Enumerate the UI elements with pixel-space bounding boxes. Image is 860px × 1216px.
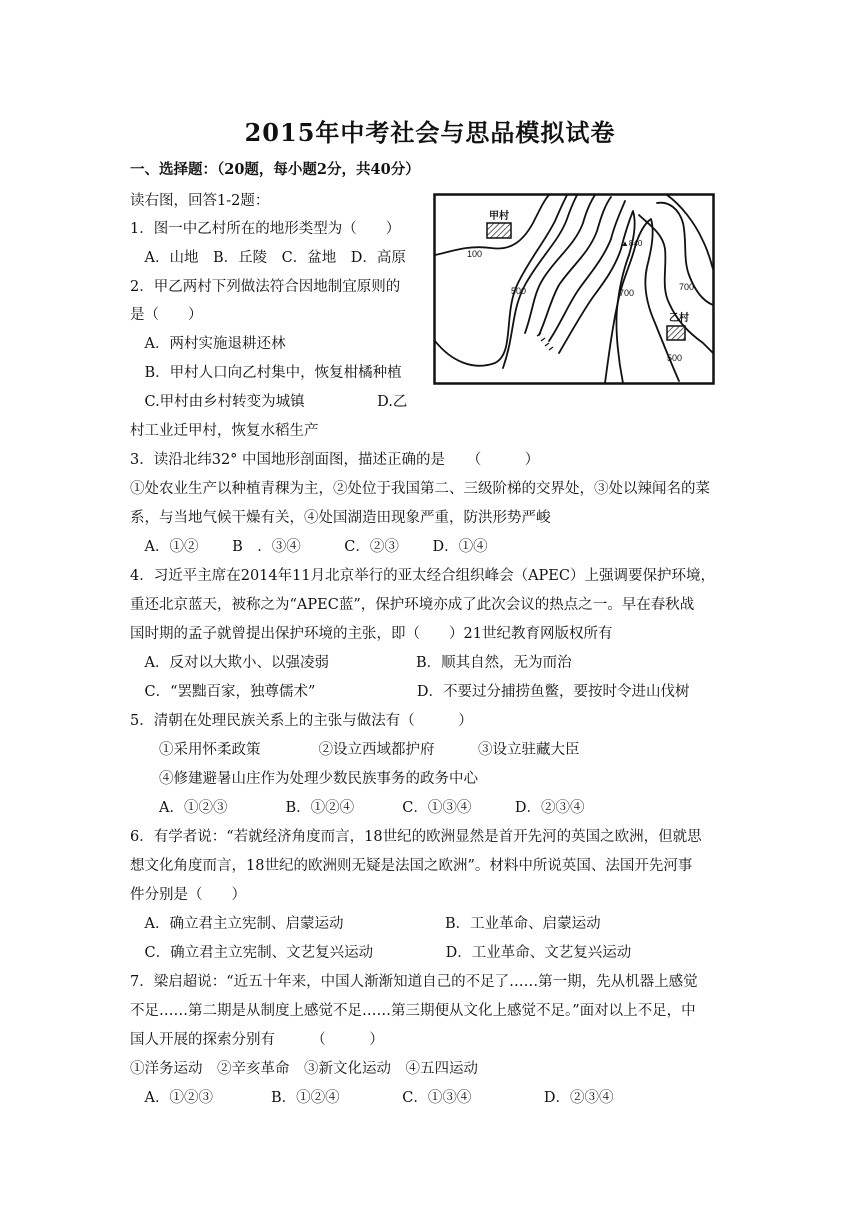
text-line: 想文化角度而言，18世纪的欧洲则无疑是法国之欧洲”。材料中所说英国、法国开先河事 (130, 858, 693, 874)
text-line: A．山地 B．丘陵 C．盆地 D．高原 (130, 250, 406, 266)
text-line: ①洋务运动 ②辛亥革命 ③新文化运动 ④五四运动 (130, 1061, 478, 1077)
text-line: 6．有学者说：“若就经济角度而言，18世纪的欧洲显然是首开先河的英国之欧洲，但就思 (130, 829, 702, 845)
text-line: C．确立君主立宪制、文艺复兴运动 D．工业革命、文艺复兴运动 (130, 945, 632, 961)
text-line: 2．甲乙两村下列做法符合因地制宜原则的 (130, 279, 401, 295)
text-line: 村工业迁甲村，恢复水稻生产 (130, 423, 319, 439)
text-line: 3．读沿北纬32° 中国地形剖面图，描述正确的是 （ ） (130, 452, 540, 468)
text-line: A．反对以大欺小、以强凌弱 B．顺其自然，无为而治 (130, 655, 572, 671)
map-label-100: 100 (467, 249, 483, 259)
map-label-500: 500 (667, 353, 683, 363)
text-line: A．①②③ B．①②④ C．①③④ D．②③④ (130, 1090, 614, 1106)
text-line: A．①② B ．③④ C．②③ D．①④ (130, 539, 488, 555)
text-line: A．确立君主立宪制、启蒙运动 B．工业革命、启蒙运动 (130, 916, 601, 932)
text-line: C．“罢黜百家，独尊儒术” D．不要过分捕捞鱼鳖，要按时令进山伐树 (130, 684, 690, 700)
village-yi-icon (667, 326, 685, 340)
text-line: 不足……第二期是从制度上感觉不足……第三期便从文化上感觉不足。”面对以上不足，中 (130, 1003, 696, 1019)
map-label-jia: 甲村 (489, 211, 509, 222)
text-line: 4．习近平主席在2014年11月北京举行的亚太经合组织峰会（APEC）上强调要保护环境， (130, 568, 715, 584)
text-line: 读右图，回答1-2题： (130, 193, 270, 209)
text-line: 重还北京蓝天，被称之为“APEC蓝”，保护环境亦成了此次会议的热点之一。早在春秋战 (130, 597, 695, 613)
map-label-700: 700 (679, 282, 695, 292)
text-line: 国时期的孟子就曾提出保护环境的主张，即（ ）21世纪教育网版权所有 (130, 626, 613, 642)
map-label-700: 700 (619, 288, 635, 298)
section-heading: 一、选择题：（20题，每小题2分，共40分） (130, 161, 420, 178)
village-jia-icon (487, 223, 511, 238)
text-line: A．两村实施退耕还林 (130, 336, 286, 352)
text-line: 件分别是（ ） (130, 887, 246, 903)
text-line: C.甲村由乡村转变为城镇 D.乙 (130, 394, 408, 410)
page-title: 2015年中考社会与思品模拟试卷 (244, 118, 616, 147)
map-label-500: 500 (511, 286, 527, 296)
contour-map (433, 193, 715, 385)
text-line: 7．梁启超说：“近五十年来，中国人渐渐知道自己的不足了……第一期，先从机器上感觉 (130, 974, 698, 990)
text-line: 国人开展的探索分别有 （ ） (130, 1032, 384, 1048)
text-line: 5．清朝在处理民族关系上的主张与做法有（ ） (130, 713, 473, 729)
map-label-yi: 乙村 (669, 313, 689, 324)
text-line: 是（ ） (130, 307, 203, 323)
map-label-peak: ▲840 (621, 239, 643, 248)
text-line: 系，与当地气候干燥有关，④处国湖造田现象严重，防洪形势严峻 (130, 510, 551, 526)
text-line: ④修建避暑山庄作为处理少数民族事务的政务中心 (130, 771, 478, 787)
text-line: B．甲村人口向乙村集中，恢复柑橘种植 (130, 365, 402, 381)
text-line: 1．图一中乙村所在的地形类型为（ ） (130, 221, 401, 237)
text-line: ①处农业生产以种植青稞为主，②处位于我国第二、三级阶梯的交界处，③处以辣闻名的菜 (130, 481, 710, 497)
text-line: A．①②③ B．①②④ C．①③④ D．②③④ (130, 800, 585, 816)
text-line: ①采用怀柔政策 ②设立西域都护府 ③设立驻藏大臣 (130, 742, 580, 758)
